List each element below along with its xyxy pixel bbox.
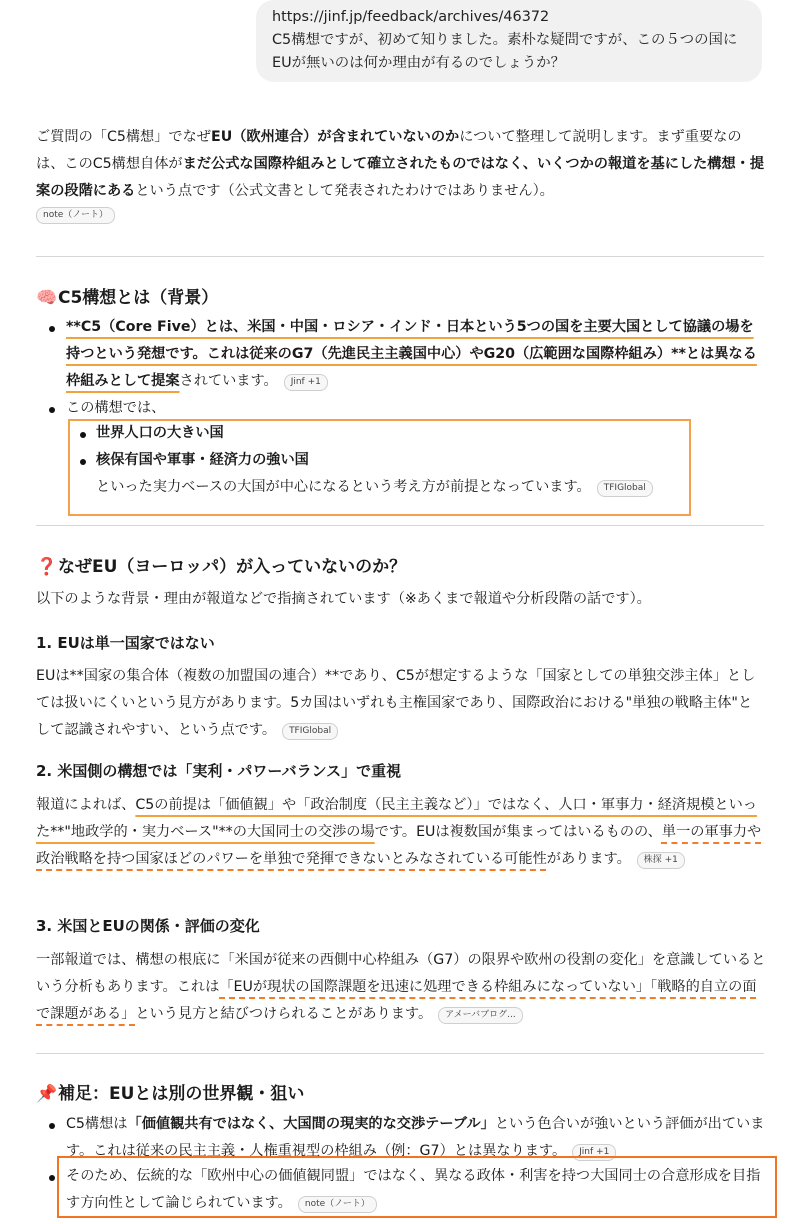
reason-paragraph (36, 792, 766, 873)
item-bold-text: 「価値観共有ではなく、大国間の現実的な交渉テーブル」 (127, 1116, 495, 1132)
bullet (49, 1175, 55, 1181)
list-item (66, 314, 766, 395)
source-chip[interactable]: note（ノート） (36, 207, 115, 224)
user-message-text: C5構想ですが、初めて知りました。素朴な疑問ですが、この５つの国にEUが無いのは何か理由が有るのでしょうか？ (272, 32, 738, 71)
intro-text-2: について整理して説明します。まず重要なのは、このC5構想自体が (36, 129, 742, 172)
item-bold-text: **C5（Core Five）とは、米国・中国・ロシア・インド・日本という5つの国を主要大国として協議の場を持つという発想です。これは従来のG7（先進民主主義国中心）やG20（広範囲な国際枠組み）**とは異なる枠組みとして提案 (66, 319, 757, 389)
source-chip[interactable]: note（ノート） (298, 1196, 377, 1213)
section-title: なぜEU（ヨーロッパ）が入っていないのか？ (58, 557, 407, 577)
item-text: この構想では、 (66, 400, 166, 416)
sub-item-text: 核保有国や軍事・経済力の強い国 (96, 452, 309, 468)
intro-bold-2: まだ公式な国際枠組みとして確立されたものではなく、いくつかの報道を基にした構想・提案の段階にある (36, 156, 765, 199)
reason-text: です。EUは複数国が集まってはいるものの、 (374, 824, 662, 840)
intro-bold-1: EU（欧州連合）が含まれていないのか (211, 129, 460, 145)
sub-list-item (96, 420, 686, 447)
list-item (66, 1163, 766, 1217)
source-chip[interactable]: 株探 +1 (637, 852, 685, 869)
bullet (49, 407, 55, 413)
section-heading (36, 1081, 766, 1107)
item-text: という色合いが強いという評価が出ています。これは従来の民主主義・人権重視型の枠組み（例：G7）とは異なります。 (66, 1116, 765, 1159)
item-text: そのため、伝統的な「欧州中心の価値観同盟」ではなく、異なる政体・利害を持つ大国同士の合意形成を目指す方向性として論じられています。 (66, 1168, 761, 1211)
dashed-highlighted-text: 単一の軍事力や政治戦略を持つ国家ほどのパワーを単独で発揮できないとみなされている可能性 (36, 824, 762, 867)
bullet (80, 459, 86, 465)
pushpin-icon: 📌 (36, 1084, 58, 1104)
reason-text: EUは**国家の集合体（複数の加盟国の連合）**であり、C5が想定するような「国家としての単独交渉主体」としては扱いにくいという見方があります。5カ国はいずれも主権国家であり、国際政治における"単独の戦略主体"として認識されやすい、という点です。 (36, 668, 756, 738)
highlighted-text: C5の前提は「価値観」や「政治制度（民主主義など）」ではなく、人口・軍事力・経済規模といった**"地政学的・実力ベース"**の大国同士の交渉の場 (36, 797, 757, 840)
sub-text: といった実力ベースの大国が中心になるという考え方が前提となっています。 (96, 479, 591, 495)
source-chip[interactable]: Jinf +1 (284, 374, 328, 391)
section-lead: 以下のような背景・理由が報道などで指摘されています（※あくまで報道や分析段階の話です）。 (36, 591, 651, 607)
intro-text-1: ご質問の「C5構想」でなぜ (36, 129, 211, 145)
user-message-bubble (256, 0, 762, 82)
bullet (49, 326, 55, 332)
bullet (49, 1123, 55, 1129)
section-heading (36, 285, 766, 311)
reason-heading: 2. 米国側の構想では「実利・パワーバランス」で重視 (36, 762, 402, 780)
item-text: されています。 (179, 373, 278, 389)
user-message-url[interactable]: https://jinf.jp/feedback/archives/46372 (272, 9, 550, 25)
reason-text: 報道によれば、 (36, 797, 136, 813)
section-heading (36, 554, 766, 580)
reason-heading: 3. 米国とEUの関係・評価の変化 (36, 917, 260, 935)
item-text: C5構想は (66, 1116, 128, 1132)
reason-paragraph (36, 663, 766, 744)
brain-icon: 🧠 (36, 288, 58, 308)
section-title: C5構想とは（背景） (58, 288, 219, 308)
list-item (66, 395, 766, 422)
source-chip[interactable]: アメーバブログ... (438, 1007, 523, 1024)
intro-text-3: という点です（公式文書として発表されたわけではありません）。 (135, 183, 554, 199)
divider (36, 256, 764, 257)
intro-paragraph (36, 124, 766, 224)
bullet (80, 432, 86, 438)
section-title: 補足：EUとは別の世界観・狙い (58, 1084, 305, 1104)
source-chip[interactable]: TFIGlobal (597, 480, 653, 497)
reason-text: 一部報道では、構想の根底に「米国が従来の西側中心枠組み（G7）の限界や欧州の役割の変化」を意識しているという分析もあります。これは (36, 952, 766, 995)
source-chip[interactable]: Jinf +1 (572, 1144, 616, 1161)
sub-item-text: 世界人口の大きい国 (96, 425, 224, 441)
question-mark-icon: ❓ (36, 557, 58, 577)
reason-heading: 1. EUは単一国家ではない (36, 634, 215, 652)
divider (36, 525, 764, 526)
dashed-highlighted-text: 「EUが現状の国際課題を迅速に処理できる枠組みになっていない」「戦略的自立の面で課題がある」 (36, 979, 757, 1022)
reason-text: という見方と結びつけられることがあります。 (135, 1006, 433, 1022)
divider (36, 1053, 764, 1054)
reason-text: があります。 (546, 851, 631, 867)
reason-paragraph (36, 947, 766, 1028)
sub-list-item (96, 447, 686, 474)
sub-list-text (96, 474, 686, 501)
source-chip[interactable]: TFIGlobal (282, 723, 338, 740)
